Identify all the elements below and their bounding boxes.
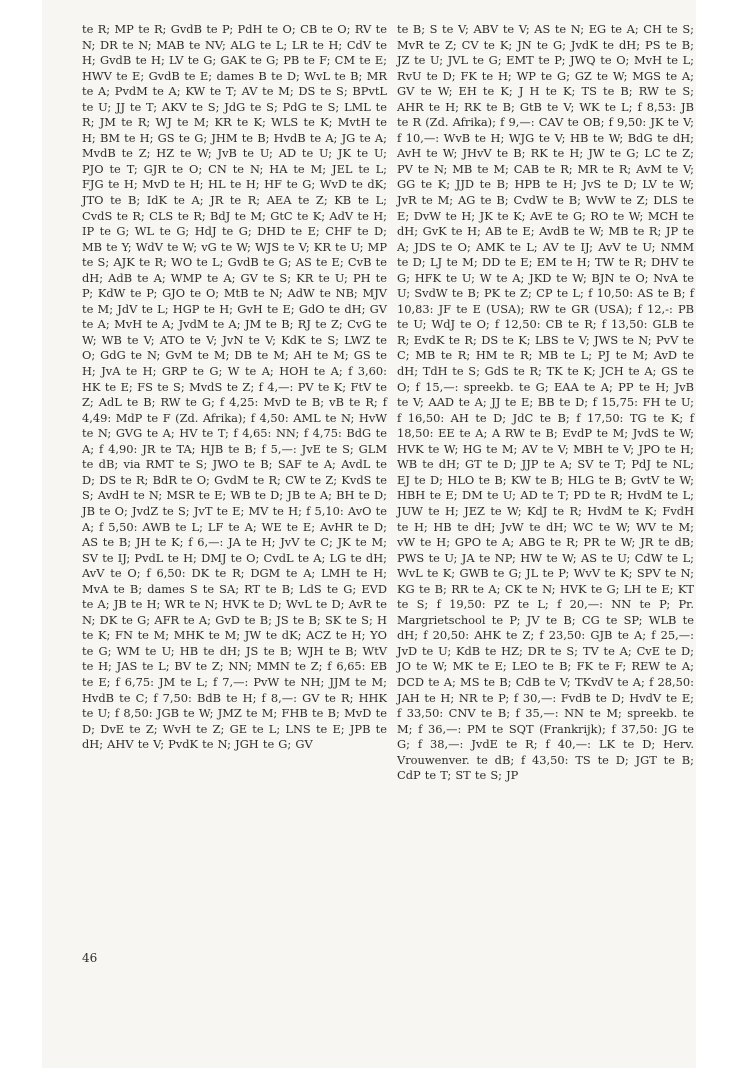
right-text-column: te B; S te V; ABV te V; AS te N; EG te A; CH te S; MvR te Z; CV te K; JN te G; JvdK te dH; PS te B; JZ te U; JVL te G; EMT te P; JWQ te O; MvH te L; RvU te D; FK te H; WP te G; GZ te W; MGS te A; GV te W; EH te K; J H te K; TS te B; RW te S; AHR te H; RK te B; GtB te V; WK te L; f 8,53: JB te R (Zd. Afrika); f 9,—: CAV te OB; f 9,50: JK te V; f 10,—: WvB te H; WJG te V; HB te W; BdG te dH; AvH te W; JHvV te B; RK te H; JW te G; LC te Z; PV te N; MB te M; CAB te R; MR te R; AvM te V; GG te K; JJD te B; HPB te H; JvS te D; LV te W; JvR te M; AG te B; CvdW te B; WvW te Z; DLS te E; DvW te H; JK te K; AvE te G; RO te W; MCH te dH; GvK te H; AB te E; AvdB te W; MB te R; JP te A; JDS te O; AMK te L; AV te IJ; AvV te U; NMM te D; LJ te M; DD te E; EM te H; TW te R; DHV te G; HFK te U; W te A; JKD te W; BJN te O; NvA te U; SvdW te B; PK te Z; CP te L; f 10,50: AS te B; f 10,83: JF te E (USA); RW te GR (USA); f 12,-: PB te U; WdJ te O; f 12,50: CB te R; f 13,50: GLB te R; EvdK te R; DS te K; LBS te V; JWS te N; PvV te C; MB te R; HM te R; MB te L; PJ te M; AvD te dH; TdH te S; GdS te R; TK te K; JCH te A; GS te O; f 15,—: spreekb. te G; EAA te A; PP te H; JvB te V; AAD te A; JJ te E; BB te D; f 15,75: FH te U; f 16,50: AH te D; JdC te B; f 17,50: TG te K; f 18,50: EE te A; A RW te B; EvdP te M; JvdS te W; HVK te W; HG te M; AV te V; MBH te V; JPO te H; WB te dH; GT te D; JJP te A; SV te T; PdJ te NL; EJ te D; HLO te B; KW te B; HLG te B; GvtV te W; HBH te E; DM te U; AD te T; PD te R; HvdM te L; JUW te H; JEZ te W; KdJ te R; HvdM te K; FvdH te H; HB te dH; JvW te dH; WC te W; WV te M; vW te H; GPO te A; ABG te R; PR te W; JR te dB; PWS te U; JA te NP; HW te W; AS te U; CdW te L; WvL te K; GWB te G; JL te P; WvV te K; SPV te N; KG te B; RR te A; CK te N; HVK te G; LH te E; KT te S; f 19,50: PZ te L; f 20,—: NN te P; Pr. Margrietschool te P; JV te B; CG te SP; WLB te dH; f 20,50: AHK te Z; f 23,50: GJB te A; f 25,—: JvD te U; KdB te HZ; DR te S; TV te A; CvE te D; JO te W; MK te E; LEO te B; FK te F; REW te A; DCD te A; MS te B; CdB te V; TKvdV te A; f 28,50: JAH te H; NR te P; f 30,—: FvdB te D; HvdV te E; f 33,50: CNV te B; f 35,—: NN te M; spreekb. te M; f 36,—: PM te SQT (Frankrijk); f 37,50: JG te G; f 38,—: JvdE te R; f 40,—: LK te D; Herv. Vrouwenver. te dB; f 43,50: TS te D; JGT te B; CdP te T; ST te S; JP: [397, 22, 694, 783]
left-text-column: te R; MP te R; GvdB te P; PdH te O; CB te O; RV te N; DR te N; MAB te NV; ALG te L; LR te H; CdV te H; GvdB te H; LV te G; GAK te G; PB te F; CM te E; HWV te E; GvdB te E; dames B te D; WvL te B; MR te A; PvdM te A; KW te T; AV te M; DS te S; BPvtL te U; JJ te T; AKV te S; JdG te S; PdG te S; LML te R; JM te R; WJ te M; KR te K; WLS te K; MvtH te H; BM te H; GS te G; JHM te B; HvdB te A; JG te A; MvdB te Z; HZ te W; JvB te U; AD te U; JK te U; PJO te T; GJR te O; CN te N; HA te M; JEL te L; FJG te H; MvD te H; HL te H; HF te G; WvD te dK; JTO te B; IdK te A; JR te R; AEA te Z; KB te L; CvdS te R; CLS te R; BdJ te M; GtC te K; AdV te H; IP te G; WL te G; HdJ te G; DHD te E; CHF te D; MB te Y; WdV te W; vG te W; WJS te V; KR te U; MP te S; AJK te R; WO te L; GvdB te G; AS te E; CvB te dH; AdB te A; WMP te A; GV te S; KR te U; PH te P; KdW te P; GJO te O; MtB te N; AdW te NB; MJV te M; JdV te L; HGP te H; GvH te E; GdO te dH; GV te A; MvH te A; JvdM te A; JM te B; RJ te Z; CvG te W; WB te V; ATO te V; JvN te V; KdK te S; LWZ te O; GdG te N; GvM te M; DB te M; AH te M; GS te H; JvA te H; GRP te G; W te A; HOH te A; f 3,60: HK te E; FS te S; MvdS te Z; f 4,—: PV te K; FtV te Z; AdL te B; RW te G; f 4,25: MvD te B; vB te R; f 4,49: MdP te F (Zd. Afrika); f 4,50: AML te N; HvW te N; GVG te A; HV te T; f 4,65: NN; f 4,75: BdG te A; f 4,90: JR te TA; HJB te B; f 5,—: JvE te S; GLM te dB; via RMT te S; JWO te B; SAF te A; AvdL te D; DS te R; BdR te O; GvdM te R; CW te Z; KvdS te S; AvdH te N; MSR te E; WB te D; JB te A; BH te D; JB te O; JvdZ te S; JvT te E; MV te H; f 5,10: AvO te A; f 5,50: AWB te L; LF te A; WE te E; AvHR te D; AS te B; JH te K; f 6,—: JA te H; JvV te C; JK te M; SV te IJ; PvdL te H; DMJ te O; CvdL te A; LG te dH; AvV te O; f 6,50: DK te R; DGM te A; LMH te H; MvA te B; dames S te SA; RT te B; LdS te G; EVD te A; JB te H; WR te N; HVK te D; WvL te D; AvR te N; DK te G; AFR te A; GvD te B; JS te B; SK te S; H te K; FN te M; MHK te M; JW te dK; ACZ te H; YO te G; WM te U; HB te dH; JS te B; WJH te B; WtV te H; JAS te L; BV te Z; NN; MMN te Z; f 6,65: EB te E; f 6,75: JM te L; f 7,—: PvW te NH; JJM te M; HvdB te C; f 7,50: BdB te H; f 8,—: GV te R; HHK te U; f 8,50: JGB te W; JMZ te M; FHB te B; MvD te D; DvE te Z; WvH te Z; GE te L; LNS te E; JPB te dH; AHV te V; PvdK te N; JGH te G; GV: [82, 22, 387, 752]
document-page: [42, 0, 696, 1068]
page-number: 46: [82, 951, 98, 965]
